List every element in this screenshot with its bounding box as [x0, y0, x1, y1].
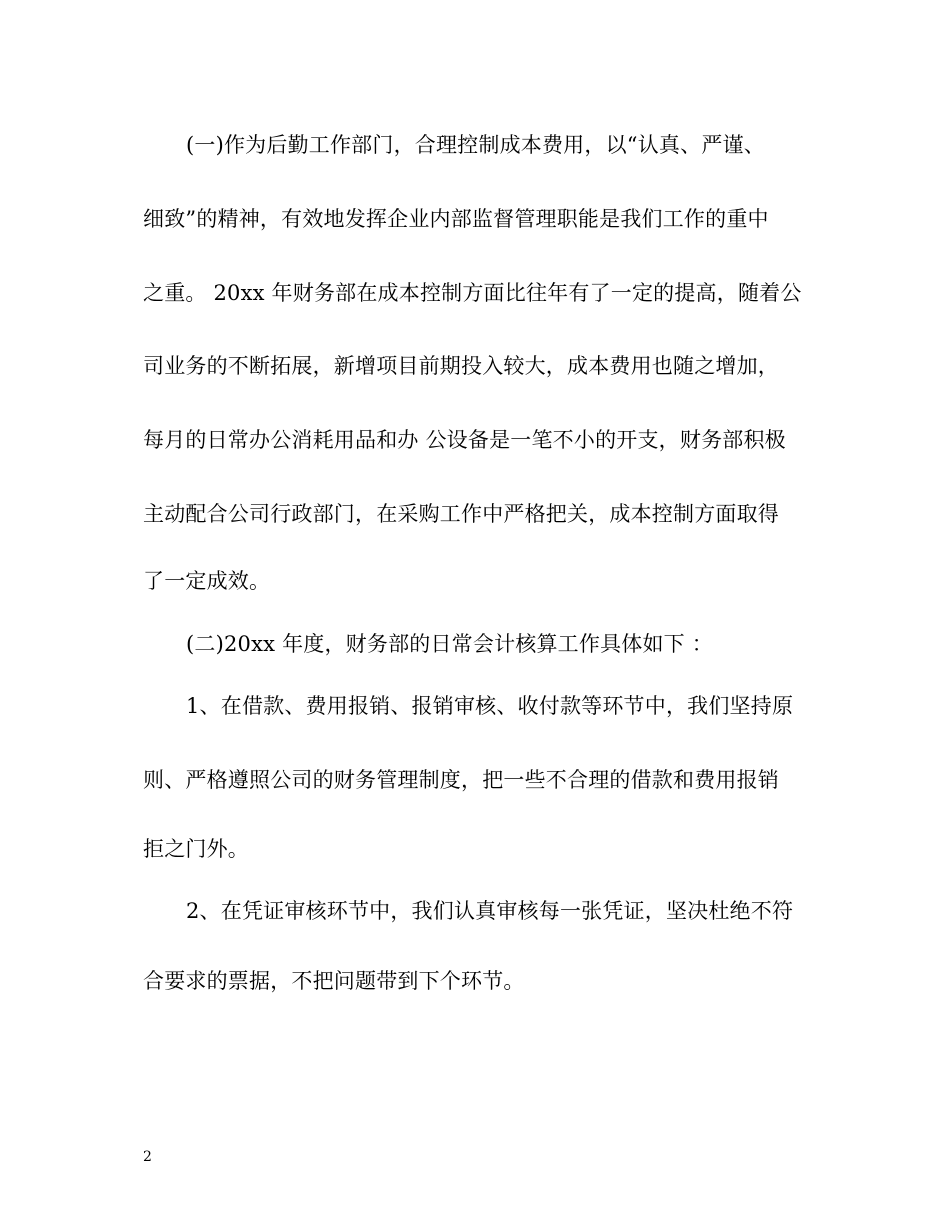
paragraph-3-line-3: 拒之门外。	[143, 837, 249, 861]
paragraph-1-line-5: 每月的日常办公消耗用品和办 公设备是一笔不小的开支，财务部积极	[143, 428, 786, 452]
paragraph-1-line-3: 之重。 20xx 年财务部在成本控制方面比往年有了一定的提高，随着公	[143, 281, 802, 305]
paragraph-4-line-2: 合要求的票据，不把问题带到下个环节。	[143, 969, 525, 993]
paragraph-2-line-1: (二)20xx 年度，财务部的日常会计核算工作具体如下 ：	[186, 632, 713, 656]
paragraph-1-line-6: 主动配合公司行政部门，在采购工作中严格把关，成本控制方面取得	[143, 502, 779, 526]
paragraph-1-line-2: 细致”的精神，有效地发挥企业内部监督管理职能是我们工作的重中	[143, 207, 769, 231]
paragraph-4-line-1: 2、在凭证审核环节中，我们认真审核每一张凭证，坚决杜绝不符	[186, 899, 794, 923]
paragraph-1-line-1: (一)作为后勤工作部门，合理控制成本费用，以“认真、严谨、	[186, 133, 765, 157]
paragraph-3-line-1: 1、在借款、费用报销、报销审核、收付款等环节中，我们坚持原	[186, 694, 794, 718]
paragraph-1-line-4: 司业务的不断拓展，新增项目前期投入较大，成本费用也随之增加，	[143, 354, 779, 378]
paragraph-3-line-2: 则、严格遵照公司的财务管理制度，把一些不合理的借款和费用报销	[143, 768, 779, 792]
page-number: 2	[143, 1149, 152, 1165]
paragraph-1-line-7: 了一定成效。	[143, 569, 271, 593]
